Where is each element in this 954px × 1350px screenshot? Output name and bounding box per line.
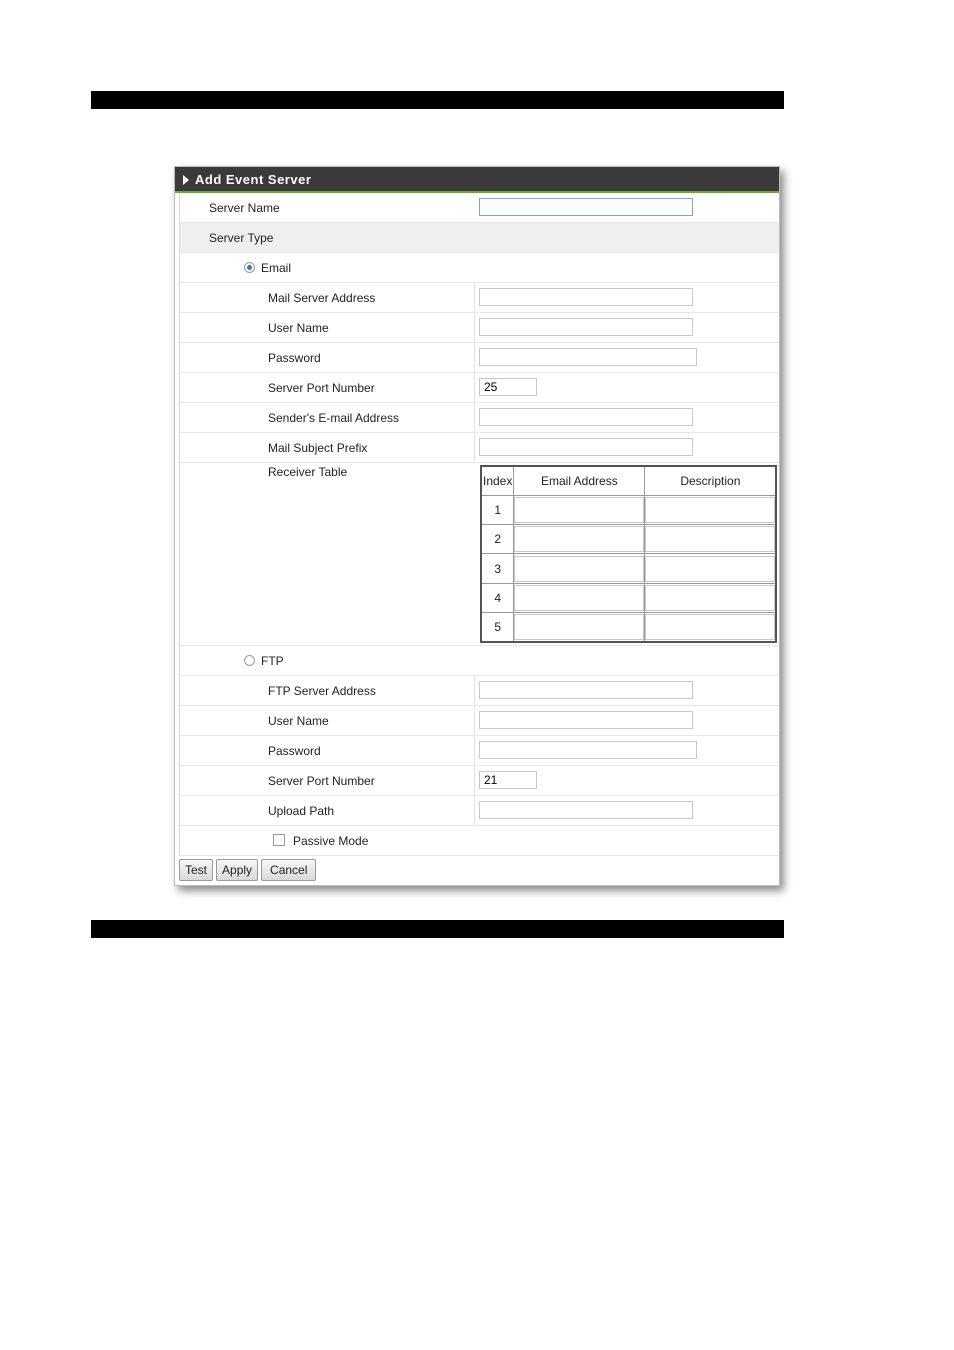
receiver-email-input[interactable]	[514, 556, 644, 582]
button-bar	[175, 856, 779, 881]
email-server-port-row	[180, 373, 779, 403]
row-index: 5	[481, 612, 514, 642]
sender-address-input[interactable]	[479, 408, 693, 426]
ftp-server-port-row	[180, 766, 779, 796]
panel-title	[175, 167, 779, 193]
email-user-name-label: User Name	[268, 321, 329, 335]
receiver-description-input[interactable]	[645, 614, 775, 640]
receiver-email-input[interactable]	[514, 497, 644, 523]
server-name-input[interactable]	[479, 198, 693, 216]
table-row	[481, 525, 776, 554]
passive-mode-checkbox[interactable]	[273, 834, 285, 846]
receiver-description-input[interactable]	[645, 497, 775, 523]
upload-path-row	[180, 796, 779, 826]
server-form	[179, 193, 779, 856]
email-address-column-header: Email Address	[514, 466, 645, 496]
mail-server-address-label: Mail Server Address	[268, 291, 376, 305]
receiver-email-input[interactable]	[514, 585, 644, 611]
server-name-row	[180, 193, 779, 223]
ftp-server-port-label: Server Port Number	[268, 774, 375, 788]
ftp-user-name-label: User Name	[268, 714, 329, 728]
passive-mode-label: Passive Mode	[293, 834, 369, 848]
sender-address-row	[180, 403, 779, 433]
table-row	[481, 612, 776, 642]
server-type-row	[180, 223, 779, 253]
table-row	[481, 554, 776, 583]
ftp-server-address-label: FTP Server Address	[268, 684, 376, 698]
ftp-radio[interactable]	[244, 655, 255, 666]
cancel-button[interactable]: Cancel	[261, 859, 316, 881]
table-row	[481, 496, 776, 525]
row-index: 3	[481, 554, 514, 583]
subject-prefix-row	[180, 433, 779, 463]
passive-mode-row	[180, 826, 779, 856]
upload-path-input[interactable]	[479, 801, 693, 819]
ftp-password-input[interactable]	[479, 741, 697, 759]
subject-prefix-label: Mail Subject Prefix	[268, 441, 368, 455]
collapse-arrow-icon[interactable]	[183, 175, 189, 185]
email-password-input[interactable]	[479, 348, 697, 366]
table-row	[481, 583, 776, 612]
email-server-port-label: Server Port Number	[268, 381, 375, 395]
ftp-server-address-row	[180, 676, 779, 706]
receiver-table	[480, 465, 777, 643]
subject-prefix-input[interactable]	[479, 438, 693, 456]
receiver-table-label: Receiver Table	[268, 465, 348, 479]
apply-button[interactable]: Apply	[216, 859, 258, 881]
mail-server-address-row	[180, 283, 779, 313]
upload-path-label: Upload Path	[268, 804, 335, 818]
email-user-name-row	[180, 313, 779, 343]
server-name-label: Server Name	[209, 201, 280, 215]
receiver-table-row	[180, 463, 779, 646]
receiver-description-input[interactable]	[645, 526, 775, 552]
email-option-row	[180, 253, 779, 283]
email-password-label: Password	[268, 351, 321, 365]
test-button[interactable]: Test	[179, 859, 213, 881]
row-index: 1	[481, 496, 514, 525]
email-user-name-input[interactable]	[479, 318, 693, 336]
receiver-email-input[interactable]	[514, 526, 644, 552]
bottom-divider-bar	[91, 920, 784, 938]
ftp-server-address-input[interactable]	[479, 681, 693, 699]
email-radio-label: Email	[261, 261, 292, 275]
ftp-password-label: Password	[268, 744, 321, 758]
receiver-description-input[interactable]	[645, 585, 775, 611]
receiver-description-input[interactable]	[645, 556, 775, 582]
ftp-radio-label: FTP	[261, 654, 284, 668]
index-column-header: Index	[481, 466, 514, 496]
row-index: 4	[481, 583, 514, 612]
row-index: 2	[481, 525, 514, 554]
server-type-label: Server Type	[209, 231, 274, 245]
description-column-header: Description	[645, 466, 777, 496]
ftp-password-row	[180, 736, 779, 766]
panel-title-text: Add Event Server	[195, 172, 312, 187]
ftp-user-name-row	[180, 706, 779, 736]
add-event-server-panel	[174, 166, 780, 886]
ftp-server-port-input[interactable]	[479, 771, 537, 789]
email-server-port-input[interactable]	[479, 378, 537, 396]
top-divider-bar	[91, 91, 784, 109]
receiver-email-input[interactable]	[514, 614, 644, 640]
mail-server-address-input[interactable]	[479, 288, 693, 306]
ftp-option-row	[180, 646, 779, 676]
ftp-user-name-input[interactable]	[479, 711, 693, 729]
sender-address-label: Sender's E-mail Address	[268, 411, 400, 425]
email-password-row	[180, 343, 779, 373]
email-radio[interactable]	[244, 262, 255, 273]
